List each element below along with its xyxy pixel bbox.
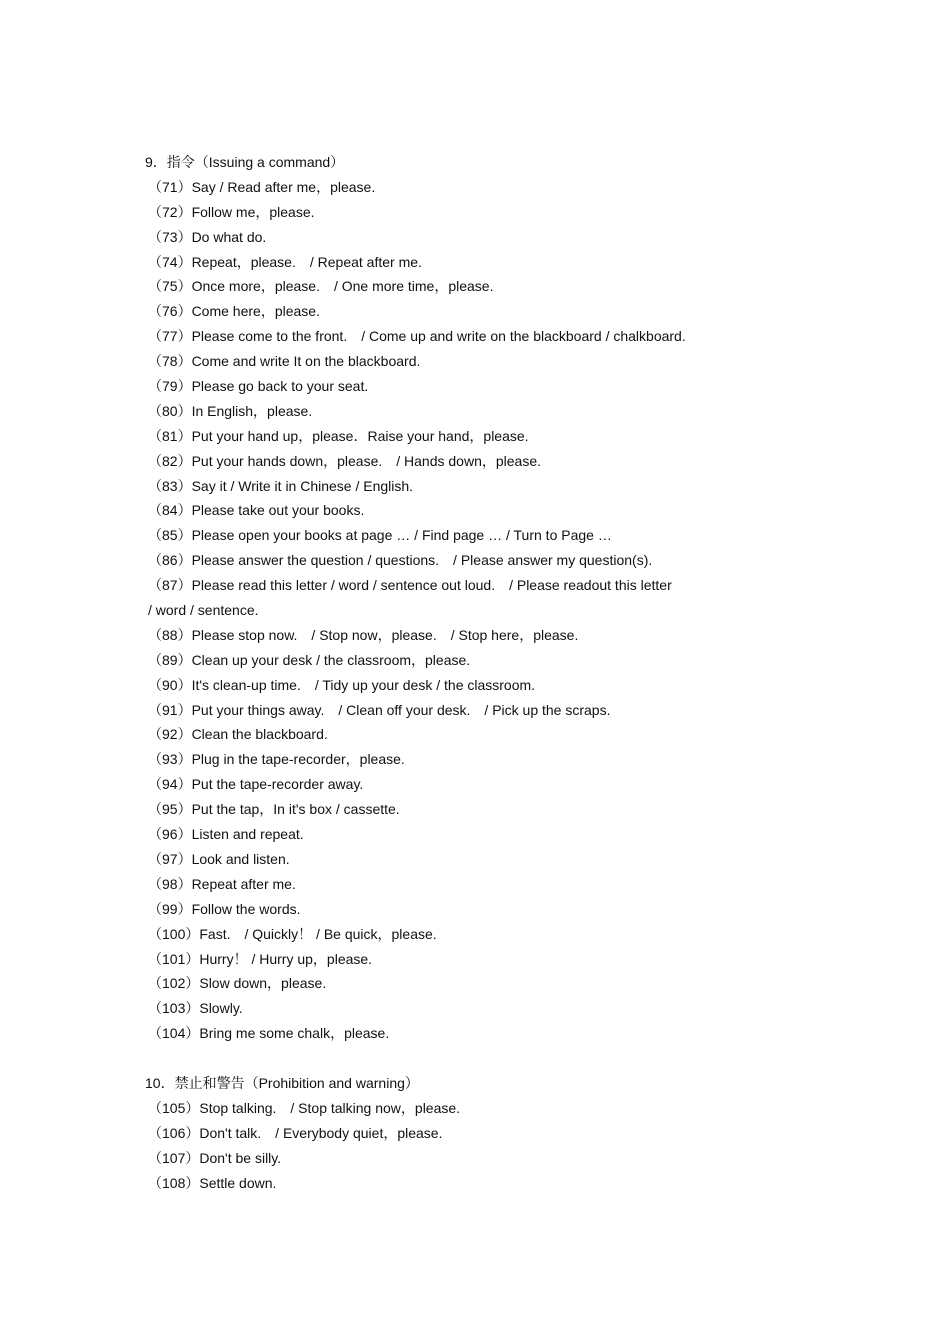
section-heading-issuing-command: 9．指令（Issuing a command） [145, 154, 345, 170]
list-item: （77）Please come to the front. / Come up and write on the blackboard / chalkboard. [148, 328, 686, 345]
list-item: （75）Once more，please. / One more time，please. [148, 278, 494, 295]
list-item: （103）Slowly. [148, 1000, 243, 1017]
list-item: （94）Put the tape-recorder away. [148, 776, 364, 793]
list-item: （100）Fast. / Quickly！ / Be quick，please. [148, 925, 437, 942]
list-item: （101）Hurry！ / Hurry up，please. [148, 950, 373, 967]
list-item: （104）Bring me some chalk，please. [148, 1025, 390, 1042]
document-body [145, 150, 788, 1195]
list-item: （79）Please go back to your seat. [148, 378, 369, 395]
list-item: （97）Look and listen. [148, 850, 290, 867]
list-item: （98）Repeat after me. [148, 875, 296, 892]
list-item-continuation: / word / sentence. [148, 602, 259, 619]
list-item: （80）In English，please. [148, 402, 313, 419]
section-heading-prohibition-warning: 10．禁止和警告（Prohibition and warning） [145, 1074, 419, 1091]
list-item: （92）Clean the blackboard. [148, 726, 328, 743]
list-item: （83）Say it / Write it in Chinese / English. [148, 477, 414, 494]
list-item: （82）Put your hands down，please. / Hands down，please. [148, 452, 541, 469]
list-item: （86）Please answer the question / questions. / Please answer my question(s). [148, 552, 653, 569]
list-item: （81）Put your hand up，please．Raise your hand，please. [148, 427, 529, 444]
list-item: （91）Put your things away. / Clean off your desk. / Pick up the scraps. [148, 701, 611, 718]
list-item: （99）Follow the words. [148, 900, 301, 917]
list-item: （71）Say / Read after me，please. [148, 178, 376, 195]
list-item: （107）Don't be silly. [148, 1149, 282, 1166]
list-item: （87）Please read this letter / word / sentence out loud. / Please readout this letter [148, 577, 672, 594]
list-item: （74）Repeat，please. / Repeat after me. [148, 253, 422, 270]
list-item: （88）Please stop now. / Stop now，please. / Stop here，please. [148, 626, 579, 643]
list-item: （78）Come and write It on the blackboard. [148, 353, 421, 370]
list-item: （108）Settle down. [148, 1174, 277, 1191]
list-item: （90）It's clean-up time. / Tidy up your desk / the classroom. [148, 676, 536, 693]
list-item: （85）Please open your books at page … / Find page … / Turn to Page … [148, 527, 612, 544]
list-item: （76）Come here，please. [148, 303, 320, 320]
list-item: （95）Put the tap，In it's box / cassette. [148, 801, 400, 818]
list-item: （72）Follow me，please. [148, 203, 315, 220]
list-item: （89）Clean up your desk / the classroom，please. [148, 651, 471, 668]
list-item: （96）Listen and repeat. [148, 826, 304, 843]
list-item: （105）Stop talking. / Stop talking now，please. [148, 1099, 461, 1116]
list-item: （106）Don't talk. / Everybody quiet，please. [148, 1124, 443, 1141]
list-item: （73）Do what do. [148, 228, 267, 245]
list-item: （102）Slow down，please. [148, 975, 327, 992]
list-item: （84）Please take out your books. [148, 502, 365, 519]
list-item: （93）Plug in the tape-recorder，please. [148, 751, 405, 768]
section-spacer [148, 1046, 788, 1071]
